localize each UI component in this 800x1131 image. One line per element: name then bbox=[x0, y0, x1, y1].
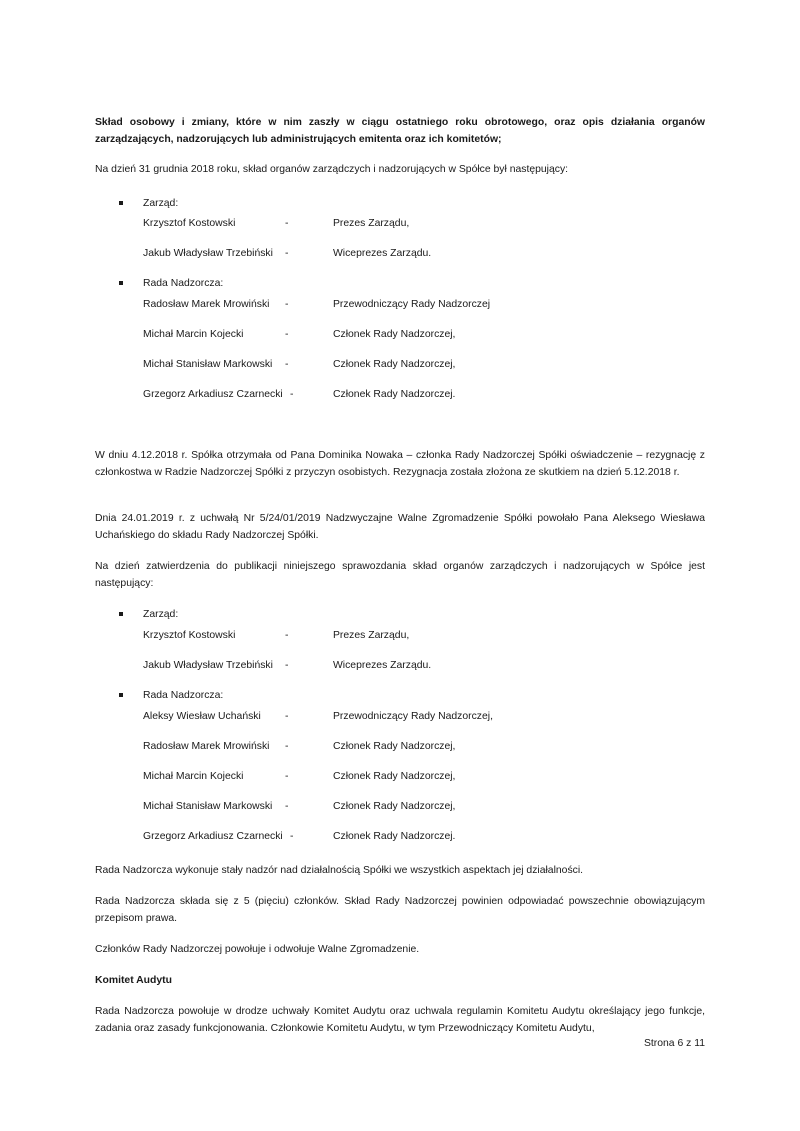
paragraph-resignation: W dniu 4.12.2018 r. Spółka otrzymała od Pana Dominika Nowaka – członka Rady Nadzorczej Spółki oświadczenie – rezygnację z członkostwa w Radzie Nadzorczej Spółki z przyczyn osobistych. Rezygnacja została złożona ze skutkiem na dzień 5.12.2018 r. bbox=[95, 450, 705, 478]
section-heading bbox=[95, 114, 705, 148]
paragraph-appointment: Dnia 24.01.2019 r. z uchwałą Nr 5/24/01/2019 Nadzwyczajne Walne Zgromadzenie Spółki powołało Pana Aleksego Wiesława Uchańskiego do składu Rady Nadzorczej Spółki. bbox=[95, 513, 705, 541]
person-row: Jakub Władysław Trzebiński - Wiceprezes Zarządu. bbox=[143, 248, 432, 259]
page-number: Strona 6 z 11 bbox=[643, 1038, 705, 1049]
person-row: Krzysztof Kostowski - Prezes Zarządu, bbox=[143, 630, 410, 641]
paragraph-members: Rada Nadzorcza składa się z 5 (pięciu) członków. Skład Rady Nadzorczej powinien odpowiadać powszechnie obowiązującym przepisom prawa. bbox=[95, 896, 705, 924]
intro-current: Na dzień zatwierdzenia do publikacji niniejszego sprawozdania skład organów zarządczych i nadzorujących w Spółce jest następujący: bbox=[95, 561, 705, 589]
bullet-square-icon bbox=[119, 693, 123, 697]
bullet-square-icon bbox=[119, 281, 123, 285]
person-row: Michał Stanisław Markowski - Członek Rady Nadzorczej, bbox=[143, 359, 456, 370]
bullet-square-icon bbox=[119, 201, 123, 205]
person-row: Grzegorz Arkadiusz Czarnecki - Członek Rady Nadzorczej. bbox=[143, 831, 456, 842]
paragraph-appoint: Członków Rady Nadzorczej powołuje i odwołuje Walne Zgromadzenie. bbox=[95, 944, 420, 955]
person-row: Aleksy Wiesław Uchański - Przewodniczący Rady Nadzorczej, bbox=[143, 711, 493, 722]
person-row: Radosław Marek Mrowiński - Członek Rady Nadzorczej, bbox=[143, 741, 456, 752]
intro-2018: Na dzień 31 grudnia 2018 roku, skład organów zarządczych i nadzorujących w Spółce był następujący: bbox=[95, 164, 569, 175]
bullet-square-icon bbox=[119, 612, 123, 616]
person-row: Michał Marcin Kojecki - Członek Rady Nadzorczej, bbox=[143, 329, 456, 340]
person-row: Grzegorz Arkadiusz Czarnecki - Członek Rady Nadzorczej. bbox=[143, 389, 456, 400]
heading-text: Skład osobowy i zmiany, które w nim zaszły w ciągu ostatniego roku obrotowego, oraz opis działania organów zarządzających, nadzorujących lub administrujących emitenta oraz ich komitetów; bbox=[95, 117, 705, 145]
paragraph-audit: Rada Nadzorcza powołuje w drodze uchwały Komitet Audytu oraz uchwala regulamin Komitetu Audytu określający jego funkcje, zadania oraz zasady funkcjonowania. Członkowie Komitetu Audytu, w tym Przewodniczący Komitetu Audytu, bbox=[95, 1006, 705, 1034]
paragraph-supervision: Rada Nadzorcza wykonuje stały nadzór nad działalnością Spółki we wszystkich aspektach jej działalności. bbox=[95, 865, 584, 876]
audit-heading: Komitet Audytu bbox=[95, 975, 172, 986]
person-row: Jakub Władysław Trzebiński - Wiceprezes Zarządu. bbox=[143, 660, 432, 671]
person-row: Michał Stanisław Markowski - Członek Rady Nadzorczej, bbox=[143, 801, 456, 812]
person-row: Michał Marcin Kojecki - Członek Rady Nadzorczej, bbox=[143, 771, 456, 782]
person-row: Radosław Marek Mrowiński - Przewodniczący Rady Nadzorczej bbox=[143, 299, 491, 310]
person-row: Krzysztof Kostowski - Prezes Zarządu, bbox=[143, 218, 410, 229]
